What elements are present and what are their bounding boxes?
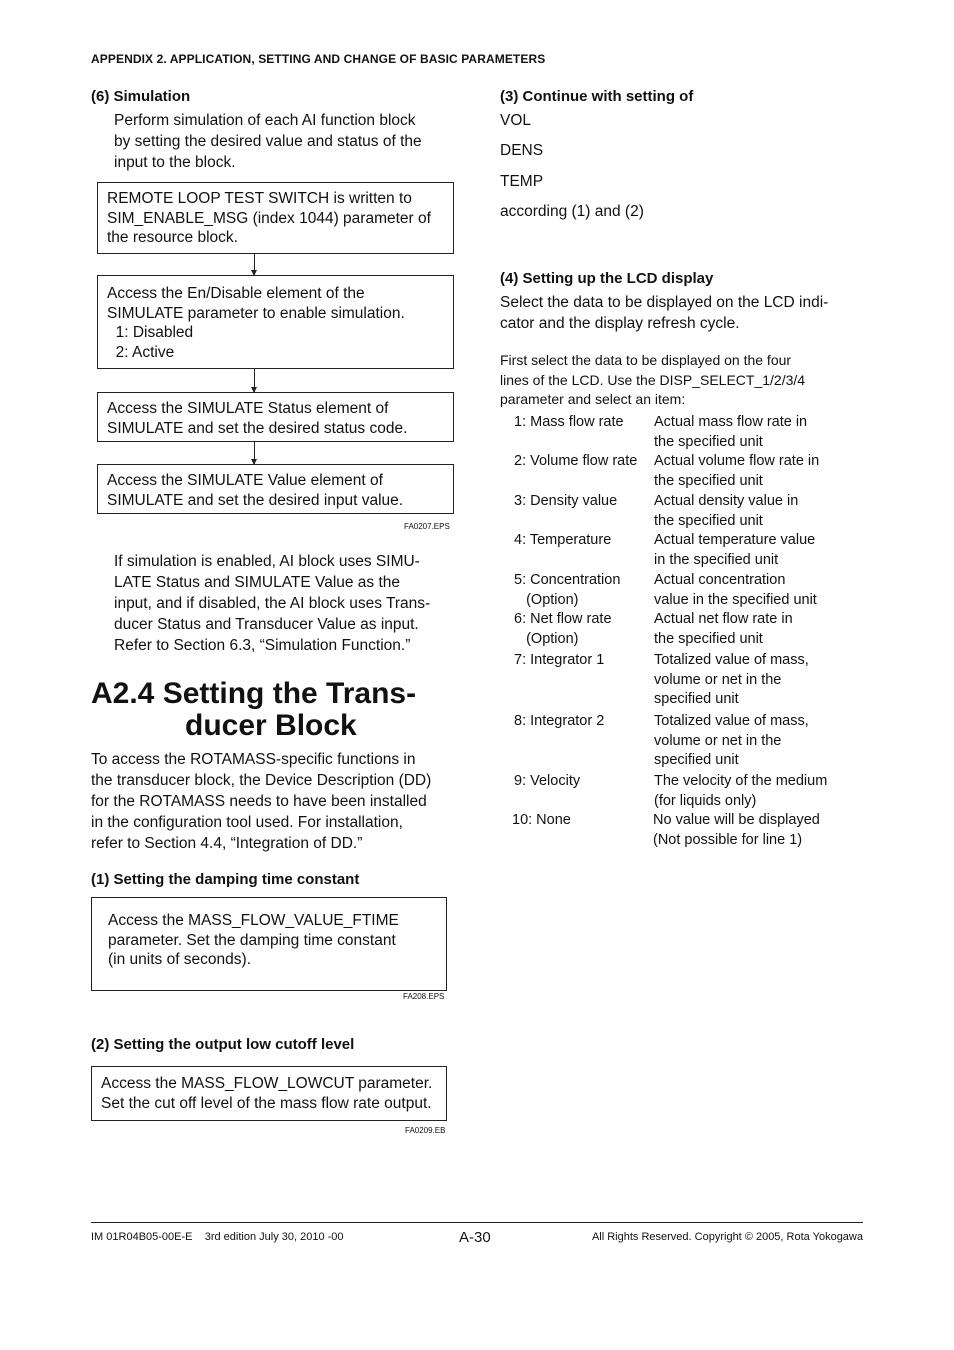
lcd-item-label: 4: Temperature bbox=[514, 532, 612, 548]
continue-heading: (3) Continue with setting of bbox=[500, 88, 694, 105]
lcd-item-desc: Actual net flow rate in the specified unit bbox=[654, 611, 793, 647]
lcd-intro: Select the data to be displayed on the LCD indi- cator and the display refresh cycle. bbox=[500, 294, 829, 332]
figure-label-3: FA0209.EB bbox=[405, 1126, 446, 1135]
figure-label-2: FA208.EPS bbox=[403, 992, 445, 1001]
lcd-item-desc: Actual mass flow rate in the specified unit bbox=[654, 414, 808, 450]
continue-item: TEMP bbox=[500, 173, 544, 190]
lcd-item-desc: Actual density value in the specified unit bbox=[654, 493, 799, 529]
flow-box-3: Access the SIMULATE Status element of SIMULATE and set the desired status code. bbox=[97, 392, 454, 442]
continue-item: VOL bbox=[500, 112, 532, 129]
lcd-item-desc: Actual concentration value in the specified unit bbox=[654, 572, 817, 608]
lcd-item-desc: Actual temperature value in the specified unit bbox=[654, 532, 816, 568]
figure-label-1: FA0207.EPS bbox=[404, 522, 450, 531]
cutoff-box: Access the MASS_FLOW_LOWCUT parameter. Set the cut off level of the mass flow rate output. bbox=[91, 1066, 447, 1121]
lcd-item-label: 10: None bbox=[512, 812, 571, 828]
lcd-item-label: 9: Velocity bbox=[514, 773, 581, 789]
lcd-item-label: 2: Volume flow rate bbox=[514, 453, 638, 469]
continue-item: according (1) and (2) bbox=[500, 203, 644, 220]
lcd-item-desc: The velocity of the medium (for liquids only) bbox=[654, 773, 828, 809]
lcd-first-select: First select the data to be displayed on the four lines of the LCD. Use the DISP_SELECT_1/2/3/4 parameter and select an item: bbox=[500, 352, 806, 407]
page-number: A-30 bbox=[459, 1229, 491, 1246]
simulation-heading: (6) Simulation bbox=[91, 88, 191, 105]
flow-arrow-2 bbox=[254, 369, 255, 392]
lcd-item-desc: Totalized value of mass, volume or net in the specified unit bbox=[654, 713, 809, 768]
lcd-item-label: 5: Concentration (Option) bbox=[514, 572, 621, 608]
lcd-item-desc: No value will be displayed (Not possible for line 1) bbox=[653, 812, 820, 848]
running-header: APPENDIX 2. APPLICATION, SETTING AND CHANGE OF BASIC PARAMETERS bbox=[91, 52, 546, 66]
lcd-item-desc: Totalized value of mass, volume or net in the specified unit bbox=[654, 652, 809, 707]
flow-box-1: REMOTE LOOP TEST SWITCH is written to SIM_ENABLE_MSG (index 1044) parameter of the resource block. bbox=[97, 182, 454, 254]
lcd-item-label: 1: Mass flow rate bbox=[514, 414, 624, 430]
lcd-item-label: 3: Density value bbox=[514, 493, 618, 509]
damping-heading: (1) Setting the damping time constant bbox=[91, 871, 360, 888]
flow-arrow-3 bbox=[254, 442, 255, 464]
flow-box-2: Access the En/Disable element of the SIMULATE parameter to enable simulation. 1: Disabled 2: Active bbox=[97, 275, 454, 369]
footer-rule bbox=[91, 1222, 863, 1223]
simulation-intro: Perform simulation of each AI function block by setting the desired value and status of the input to the block. bbox=[114, 112, 422, 171]
damping-box: Access the MASS_FLOW_VALUE_FTIME parameter. Set the damping time constant (in units of seconds). bbox=[91, 897, 447, 991]
section-intro: To access the ROTAMASS-specific functions in the transducer block, the Device Description (DD) for the ROTAMASS needs to have been installed in the configuration tool used. For installation, refer to Section 4.4, “Integration of DD.” bbox=[91, 751, 432, 852]
flow-arrow-1 bbox=[254, 254, 255, 275]
footer-copyright: All Rights Reserved. Copyright © 2005, Rota Yokogawa bbox=[591, 1231, 863, 1243]
continue-item: DENS bbox=[500, 142, 544, 159]
lcd-item-label: 6: Net flow rate (Option) bbox=[514, 611, 612, 647]
cutoff-heading: (2) Setting the output low cutoff level bbox=[91, 1036, 355, 1053]
lcd-heading: (4) Setting up the LCD display bbox=[500, 270, 714, 287]
simulation-explanation: If simulation is enabled, AI block uses SIMU- LATE Status and SIMULATE Value as the input, and if disabled, the AI block uses Trans- ducer Status and Transducer Value as input. Refer to Section 6.3, “Simulation Function.” bbox=[114, 553, 431, 654]
flow-box-4: Access the SIMULATE Value element of SIMULATE and set the desired input value. bbox=[97, 464, 454, 514]
lcd-item-desc: Actual volume flow rate in the specified unit bbox=[654, 453, 820, 489]
section-title: A2.4 Setting the Trans- ducer Block bbox=[91, 677, 417, 742]
lcd-item-label: 7: Integrator 1 bbox=[514, 652, 605, 668]
footer-doc-id: IM 01R04B05-00E-E 3rd edition July 30, 2010 -00 bbox=[91, 1231, 344, 1243]
lcd-item-label: 8: Integrator 2 bbox=[514, 713, 605, 729]
